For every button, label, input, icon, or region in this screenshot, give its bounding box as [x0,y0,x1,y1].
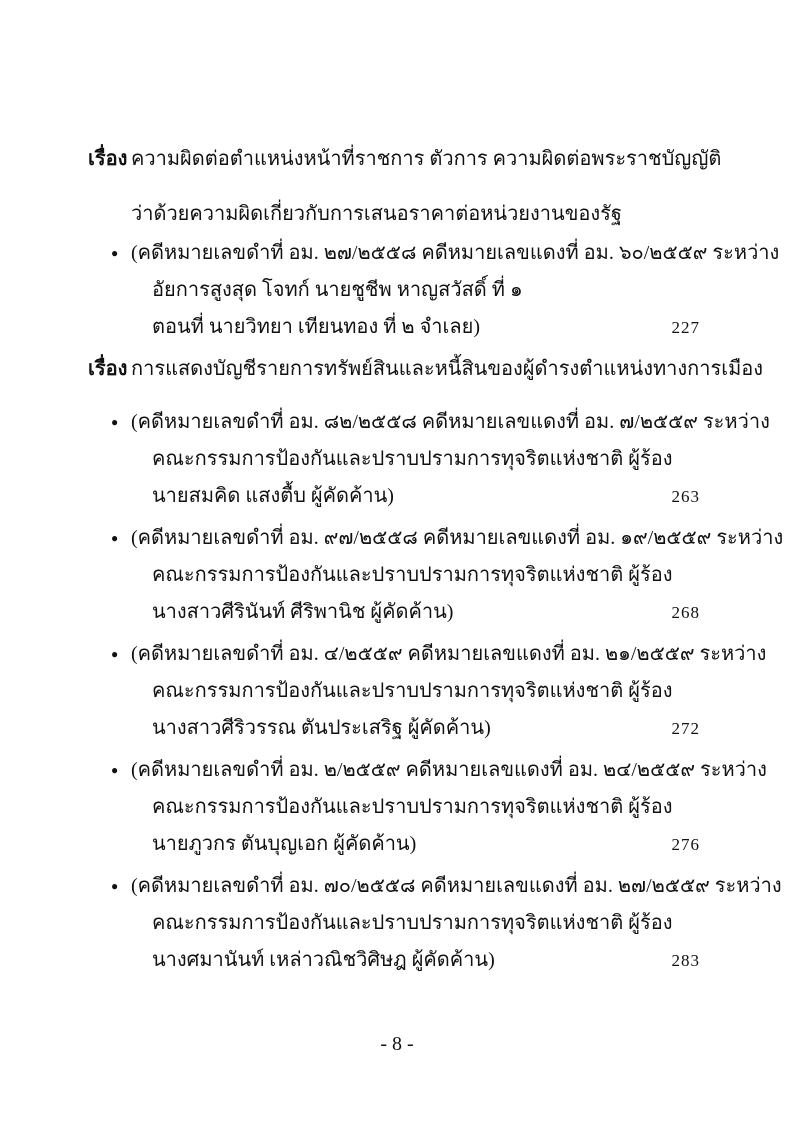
entry-line [88,235,780,272]
section-title-line: ความผิดต่อตำแหน่งหน้าที่ราชการ ตัวการ ความผิดต่อพระราชบัญญัติ [131,148,722,170]
entry-line [88,905,700,942]
toc-content [88,141,784,984]
entry-line [88,594,700,631]
entry-line [88,942,700,979]
entry-line-text: คณะกรรมการป้องกันและปราบปรามการทุจริตแห่งชาติ ผู้ร้อง [152,912,673,934]
entry-page-number: 227 [671,318,700,337]
entry-line-text: นายสมคิด แสงตื้บ ผู้คัดค้าน) [152,485,394,507]
entry-line [88,309,700,346]
entry-line [88,478,700,515]
bullet-icon: ● [111,763,119,777]
bullet-icon: ● [111,879,119,893]
toc-entry [88,868,782,979]
section-title-line: การแสดงบัญชีรายการทรัพย์สินและหนี้สินของผู้ดำรงตำแหน่งทางการเมือง [131,358,764,380]
entry-line-text: คณะกรรมการป้องกันและปราบปรามการทุจริตแห่งชาติ ผู้ร้อง [152,564,673,586]
entry-line-text: (คดีหมายเลขดำที่ อม. ๒/๒๕๕๙ คดีหมายเลขแดงที่ อม. ๒๔/๒๕๕๙ ระหว่าง [131,759,767,781]
entry-line-text: คณะกรรมการป้องกันและปราบปรามการทุจริตแห่งชาติ ผู้ร้อง [152,448,673,470]
entry-line [88,868,782,905]
entry-page-number: 272 [671,719,700,738]
entry-page-number: 283 [671,951,700,970]
section-label: เรื่อง [88,358,128,380]
entry-line [88,636,767,673]
entry-page-number: 263 [671,487,700,506]
page-number: - 8 - [380,1033,414,1055]
entry-line [88,710,700,747]
entry-page-number: 268 [671,603,700,622]
entry-line [88,520,784,557]
section-title-line: ว่าด้วยความผิดเกี่ยวกับการเสนอราคาต่อหน่วยงานของรัฐ [131,203,622,225]
entry-line [88,557,700,594]
entry-line-text: (คดีหมายเลขดำที่ อม. ๔/๒๕๕๙ คดีหมายเลขแดงที่ อม. ๒๑/๒๕๕๙ ระหว่าง [131,643,767,665]
entry-line-text: อัยการสูงสุด โจทก์ นายชูชีพ หาญสวัสดิ์ ที่ ๑ [152,279,523,301]
bullet-icon: ● [111,246,119,260]
entry-line [88,673,700,710]
toc-entry [88,404,770,515]
entry-line [88,789,700,826]
section-heading [88,141,722,178]
bullet-icon: ● [111,647,119,661]
entry-line [88,826,700,863]
entry-line-text: นางสาวศีริวรรณ ตันประเสริฐ ผู้คัดค้าน) [152,717,491,739]
page-footer [0,1026,794,1063]
section-heading-continuation [88,196,700,233]
entry-line-text: (คดีหมายเลขดำที่ อม. ๗๐/๒๕๕๘ คดีหมายเลขแดงที่ อม. ๒๗/๒๕๕๙ ระหว่าง [131,875,782,897]
entry-line-text: นายภูวกร ตันบุญเอก ผู้คัดค้าน) [152,833,417,855]
entry-line-text: นางสาวศีรินันท์ ศีริพานิช ผู้คัดค้าน) [152,601,454,623]
entry-line-text: (คดีหมายเลขดำที่ อม. ๒๗/๒๕๕๘ คดีหมายเลขแดงที่ อม. ๖๐/๒๕๕๙ ระหว่าง [131,242,780,264]
entry-line-text: คณะกรรมการป้องกันและปราบปรามการทุจริตแห่งชาติ ผู้ร้อง [152,680,673,702]
entry-line-text: นางศมานันท์ เหล่าวณิชวิศิษฎ ผู้คัดค้าน) [152,949,495,971]
toc-entry [88,520,784,631]
entry-line-text: (คดีหมายเลขดำที่ อม. ๘๒/๒๕๕๘ คดีหมายเลขแดงที่ อม. ๗/๒๕๕๙ ระหว่าง [131,411,770,433]
entry-line-text: (คดีหมายเลขดำที่ อม. ๙๗/๒๕๕๘ คดีหมายเลขแดงที่ อม. ๑๙/๒๕๕๙ ระหว่าง [131,527,784,549]
entry-line [88,752,767,789]
entry-line-text: คณะกรรมการป้องกันและปราบปรามการทุจริตแห่งชาติ ผู้ร้อง [152,796,673,818]
toc-entry [88,636,767,747]
entry-line [88,404,770,441]
bullet-icon: ● [111,531,119,545]
toc-entry [88,235,780,346]
entry-page-number: 276 [671,835,700,854]
entry-line-text: ตอนที่ นายวิทยา เทียนทอง ที่ ๒ จำเลย) [152,316,480,338]
section-heading [88,351,764,388]
section-label: เรื่อง [88,148,128,170]
entry-line [88,441,700,478]
entry-line [88,272,700,309]
toc-entry [88,752,767,863]
bullet-icon: ● [111,415,119,429]
